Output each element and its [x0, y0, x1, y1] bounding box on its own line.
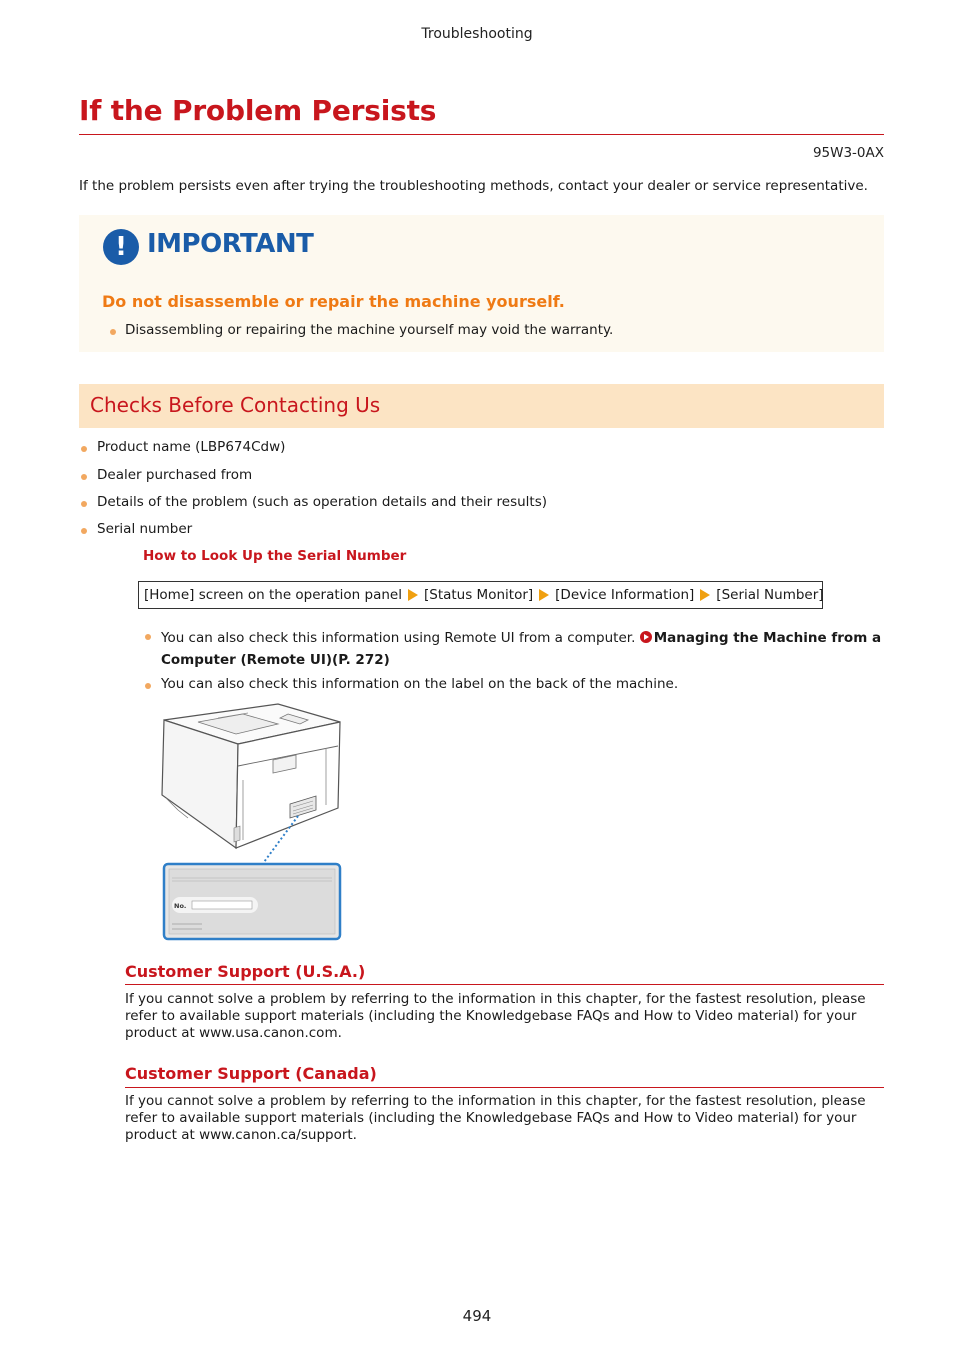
bullet-icon	[110, 329, 116, 335]
page-title: If the Problem Persists	[79, 94, 437, 127]
list-item: Product name (LBP674Cdw)	[97, 439, 286, 455]
path-step: [Device Information]	[555, 587, 695, 603]
bullet-icon	[81, 501, 87, 507]
intro-paragraph: If the problem persists even after trying the troubleshooting methods, contact your dealer or service representative.	[79, 178, 868, 194]
arrow-right-icon	[408, 589, 418, 601]
support-canada-divider	[125, 1087, 884, 1088]
important-heading: Do not disassemble or repair the machine yourself.	[102, 292, 565, 311]
exclamation-icon: !	[103, 229, 139, 265]
serial-lookup-heading: How to Look Up the Serial Number	[143, 548, 407, 564]
link-arrow-icon	[640, 631, 652, 643]
bullet-icon	[145, 634, 151, 640]
bullet-icon	[81, 446, 87, 452]
bullet-icon	[145, 683, 151, 689]
running-head: Troubleshooting	[421, 26, 533, 42]
support-usa-heading: Customer Support (U.S.A.)	[125, 962, 366, 981]
support-canada-body: If you cannot solve a problem by referring to the information in this chapter, for the fastest resolution, please refer to available support materials (including the Knowledgebase FAQs and How to Video material) for your product at www.canon.ca/support.	[125, 1093, 866, 1143]
arrow-right-icon	[539, 589, 549, 601]
label-number-text: No.	[174, 902, 187, 910]
support-usa-body: If you cannot solve a problem by referring to the information in this chapter, for the fastest resolution, please refer to available support materials (including the Knowledgebase FAQs and How to Video material) for your product at www.usa.canon.com.	[125, 991, 866, 1041]
list-item: Details of the problem (such as operation details and their results)	[97, 494, 548, 510]
list-item: Serial number	[97, 521, 193, 537]
support-canada-heading: Customer Support (Canada)	[125, 1064, 377, 1083]
bullet-icon	[81, 528, 87, 534]
path-step: [Serial Number]	[716, 587, 824, 603]
title-divider	[79, 134, 884, 135]
section-title: Checks Before Contacting Us	[90, 393, 381, 417]
printer-illustration	[158, 700, 348, 945]
list-item: Dealer purchased from	[97, 467, 253, 483]
page-number: 494	[462, 1307, 492, 1325]
path-step: [Status Monitor]	[423, 587, 534, 603]
label-note: You can also check this information on the label on the back of the machine.	[161, 676, 679, 692]
support-usa-divider	[125, 984, 884, 985]
important-bullet-text: Disassembling or repairing the machine yourself may void the warranty.	[125, 322, 614, 338]
remote-ui-note: You can also check this information using Remote UI from a computer. Managing the Machine from a Computer (Remote UI)(P. 272)	[161, 630, 882, 668]
bullet-icon	[81, 474, 87, 480]
document-code: 95W3-0AX	[812, 145, 884, 161]
menu-path	[138, 581, 823, 609]
path-step: [Home] screen on the operation panel	[144, 587, 402, 603]
important-label: IMPORTANT	[147, 229, 314, 259]
arrow-right-icon	[700, 589, 710, 601]
remote-ui-link[interactable]: Managing the Machine from a Computer (Remote UI)(P. 272)	[161, 630, 882, 668]
